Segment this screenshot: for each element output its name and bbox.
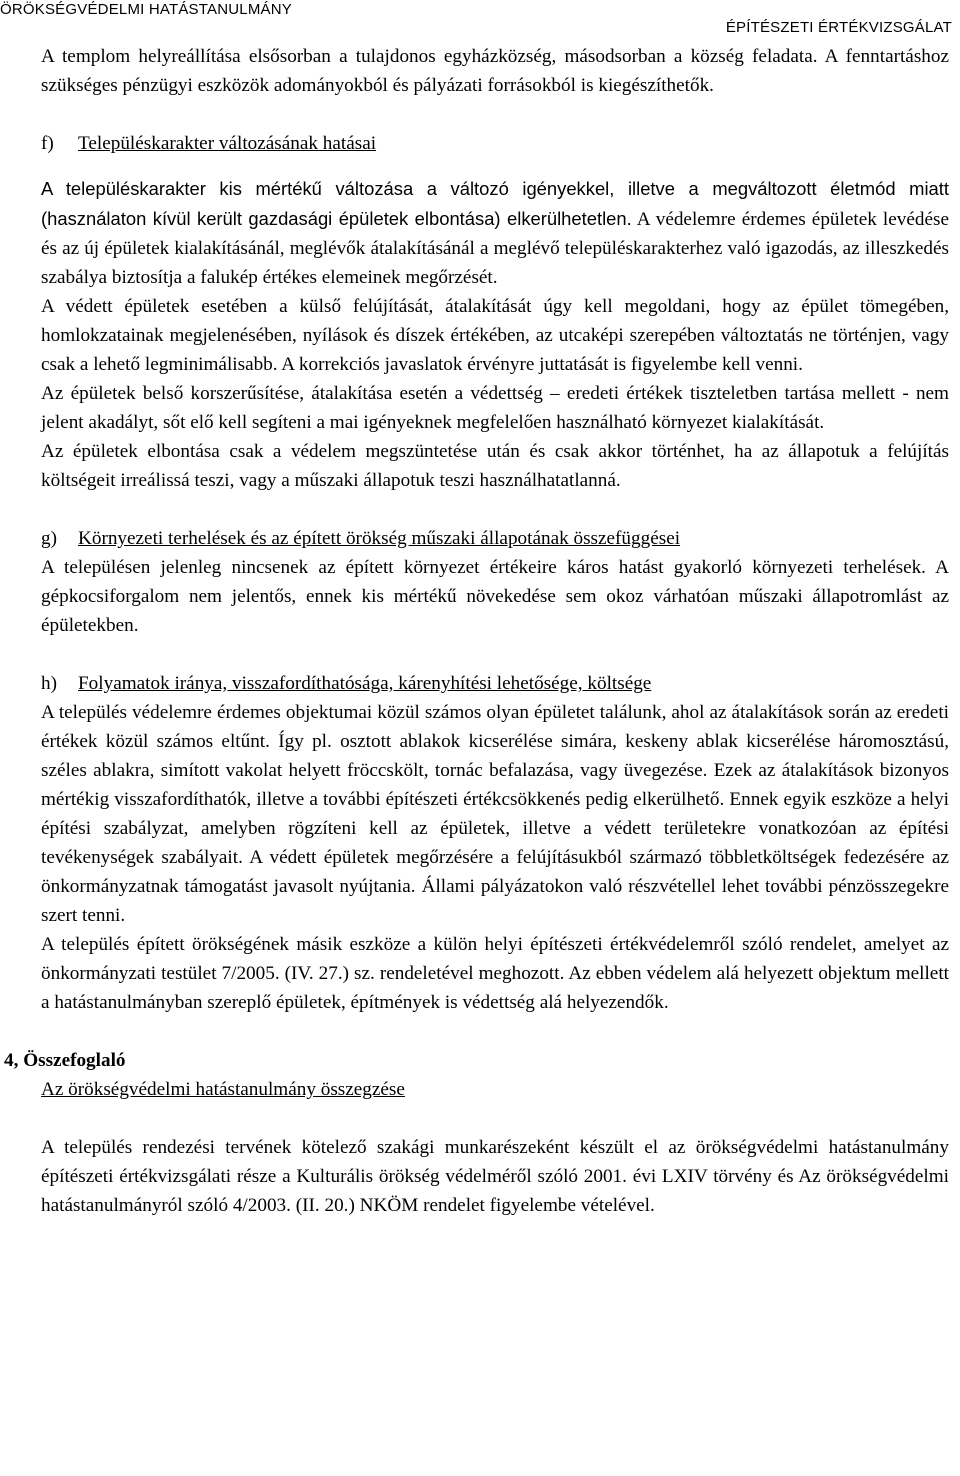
- section-f-paragraph-4: Az épületek elbontása csak a védelem megszüntetése után és csak akkor történhet, ha az állapotuk a felújítás költségeit irreálissá teszi, vagy a műszaki állapotuk teszi használhatatlanná.: [41, 441, 949, 491]
- spacer: [41, 100, 949, 129]
- running-header-right: ÉPÍTÉSZETI ÉRTÉKVIZSGÁLAT: [725, 19, 952, 36]
- spacer: [41, 1104, 949, 1133]
- section-g-paragraph: A településen jelenleg nincsenek az épített környezet értékeire káros hatást gyakorló környezeti terhelések. A gépkocsiforgalom nem jelentős, ennek kis mértékű növekedése sem okoz várhatóan műszaki állapotromlást az épületekben.: [41, 557, 949, 636]
- section-f-paragraph-2: A védett épületek esetében a külső felújítását, átalakítását úgy kell megoldani, hogy az épület tömegében, homlokzatainak megjelenésében, nyílások és díszek értékében, az utcaképi szerepében változtatás ne történjen, vagy csak a lehető legminimálisabb. A korrekciós javaslatok érvényre juttatását is figyelembe kell venni.: [41, 296, 949, 375]
- spacer: [41, 1017, 949, 1046]
- section-g-label: g): [41, 528, 57, 549]
- section-f-heading: [41, 129, 949, 158]
- spacer: [41, 158, 949, 174]
- section-f-paragraph-3: Az épületek belső korszerűsítése, átalakítása esetén a védettség – eredeti értékek tiszteletben tartása mellett - nem jelent akadályt, sőt elő kell segíteni a mai igényeknek megfelelően használható környezet kialakítását.: [41, 383, 949, 433]
- document-body: [4, 42, 949, 1220]
- section-g-heading: [41, 524, 949, 553]
- section-h-paragraph-2: A település épített örökségének másik eszköze a külön helyi építészeti értékvédelemről szóló rendelet, amelyet az önkormányzati testület 7/2005. (IV. 27.) sz. rendeletével meghozott. Az ebben védelem alá helyezett objektum mellett a hatástanulmányban szereplő épületek, építmények is védettség alá helyezendők.: [41, 934, 949, 1013]
- section-h-title: Folyamatok iránya, visszafordíthatósága, kárenyhítési lehetősége, költsége: [78, 673, 652, 694]
- intro-paragraph: A templom helyreállítása elsősorban a tulajdonos egyházközség, másodsorban a község feladata. A fenntartáshoz szükséges pénzügyi eszközök adományokból és pályázati forrásokból is kiegészíthetők.: [41, 46, 949, 96]
- section-f-paragraph-1: [41, 174, 949, 292]
- running-header-left: ÖRÖKSÉGVÉDELMI HATÁSTANULMÁNY: [0, 1, 292, 18]
- section-h-heading: [41, 669, 949, 698]
- section-h-label: h): [41, 673, 57, 694]
- spacer: [41, 495, 949, 524]
- section-h-paragraph-1: A település védelemre érdemes objektumai közül számos olyan épületet találunk, ahol az átalakítások során az eredeti értékek közül számos eltűnt. Így pl. osztott ablakok kicserélése simára, keskeny ablak kicserélése háromosztású, széles ablakra, simított vakolat helyett fröccskölt, tornác befalazása, vagy üvegezése. Ezek az átalakítások bizonyos mértékig visszafordíthatók, illetve a további építészeti értékcsökkenés pedig elkerülhető. Ennek egyik eszköze a helyi építési szabályzat, amelyben rögzíteni kell az épületek, illetve a védett területekre vonatkozóan az építési tevékenységek szabályait. A védett épületek megőrzésére a felújításukból származó többletköltségek fedezésére az önkormányzatnak támogatást javasolt nyújtania. Állami pályázatokon való részvétellel lehet további pénzösszegekre szert tenni.: [41, 702, 949, 926]
- section-g-title: Környezeti terhelések és az épített örökség műszaki állapotának összefüggései: [78, 528, 681, 549]
- summary-heading: 4, Összefoglaló: [4, 1050, 126, 1071]
- section-f-paragraph-1-sans: A településkarakter kis mértékű változása a változó igényekkel, illetve a megváltozott életmód miatt (használaton kívül került gazdasági épületek elbontása) elkerülhetetlen.: [41, 178, 949, 229]
- spacer: [41, 640, 949, 669]
- section-f-title: Településkarakter változásának hatásai: [78, 133, 377, 154]
- section-f-label: f): [41, 133, 54, 154]
- summary-subheading: Az örökségvédelmi hatástanulmány összegzése: [41, 1079, 405, 1100]
- summary-paragraph: A település rendezési tervének kötelező szakági munkarészeként készült el az örökségvédelmi hatástanulmány építészeti értékvizsgálati része a Kulturális örökség védelméről szóló 2001. évi LXIV törvény és Az örökségvédelmi hatástanulmányról szóló 4/2003. (II. 20.) NKÖM rendelet figyelembe vételével.: [41, 1137, 949, 1216]
- section-f-paragraph-1-rest: A védelemre érdemes épületek levédése és az új épületek kialakításánál, meglévők átalakításánál a meglévő településkarakterhez való igazodás, az illeszkedés szabálya biztosítja a falukép értékes elemeinek megőrzését.: [41, 209, 949, 288]
